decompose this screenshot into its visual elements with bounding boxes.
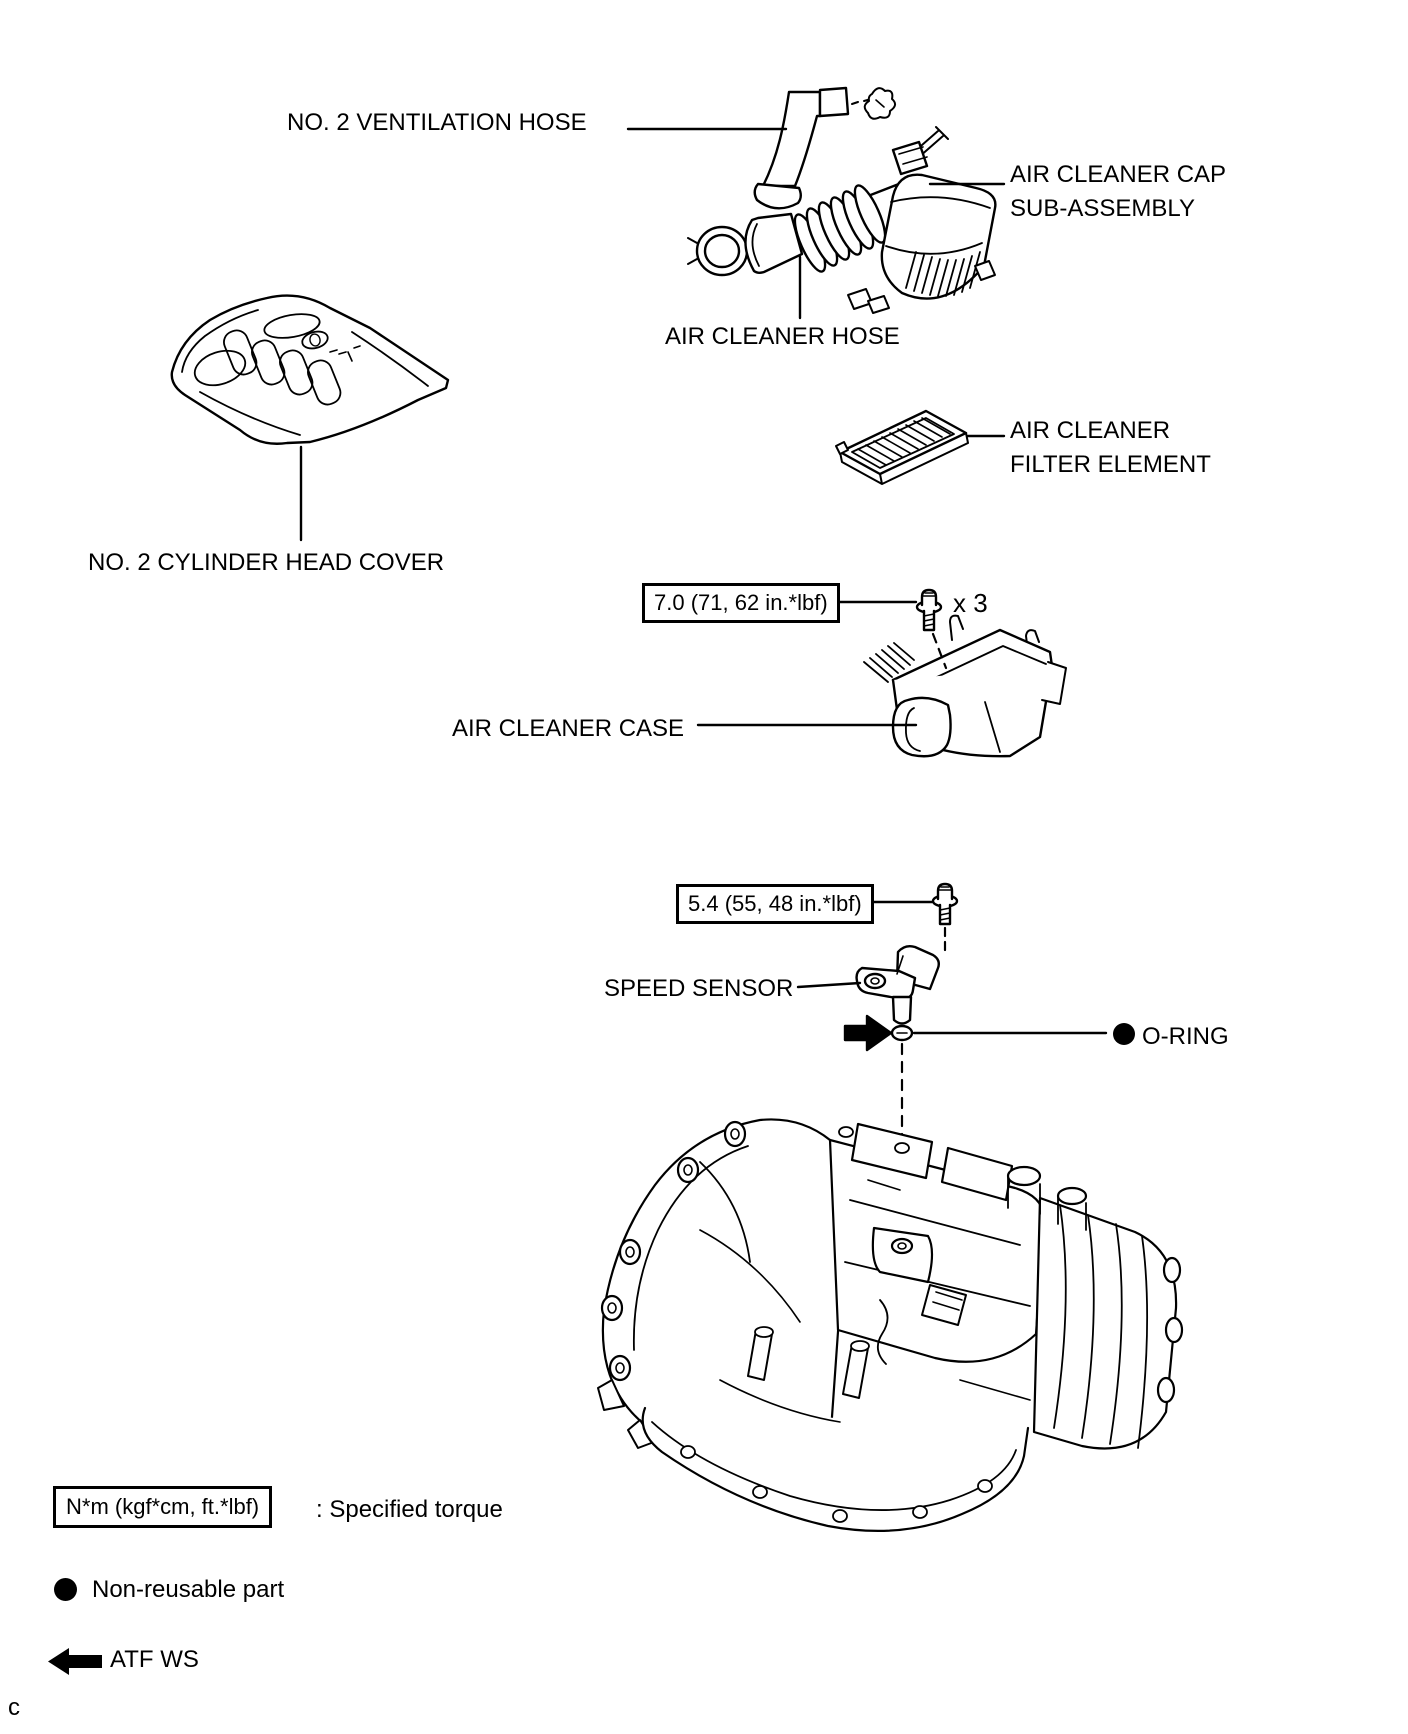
legend-torque-symbol-box: N*m (kgf*cm, ft.*lbf): [53, 1486, 272, 1528]
legend-atf: ATF WS: [110, 1646, 199, 1673]
torque-multiplier-x3: x 3: [953, 588, 988, 618]
label-air-cleaner-filter-line1: AIR CLEANER: [1010, 417, 1171, 444]
air-cleaner-filter-drawing: [836, 411, 968, 484]
label-o-ring: O-RING: [1142, 1023, 1229, 1050]
label-air-cleaner-case: AIR CLEANER CASE: [452, 715, 685, 742]
non-reusable-bullet-icon: [1113, 1023, 1135, 1045]
legend-torque-meaning: : Specified torque: [316, 1496, 503, 1523]
transmission-drawing: [598, 1119, 1182, 1530]
air-cleaner-case-drawing: [864, 616, 1066, 757]
speed-sensor-drawing: [857, 946, 939, 1023]
page-marker: c: [8, 1694, 20, 1721]
bolt-2-drawing: [933, 884, 957, 950]
cylinder-head-cover-drawing: [172, 296, 448, 444]
label-speed-sensor: SPEED SENSOR: [604, 975, 794, 1002]
ventilation-hose-drawing: [755, 88, 895, 208]
torque-spec-box-2: 5.4 (55, 48 in.*lbf): [676, 884, 874, 924]
label-air-cleaner-cap-line2: SUB-ASSEMBLY: [1010, 195, 1195, 222]
legend-non-reusable: Non-reusable part: [92, 1576, 285, 1603]
bolt-1-drawing: [917, 590, 946, 668]
label-air-cleaner-hose: AIR CLEANER HOSE: [665, 323, 900, 350]
label-ventilation-hose: NO. 2 VENTILATION HOSE: [287, 109, 587, 136]
bullet-icon: [54, 1578, 77, 1601]
label-cylinder-head-cover: NO. 2 CYLINDER HEAD COVER: [88, 549, 445, 576]
left-arrow-icon: [48, 1648, 102, 1675]
label-air-cleaner-filter-line2: FILTER ELEMENT: [1010, 451, 1211, 478]
label-air-cleaner-cap-line1: AIR CLEANER CAP: [1010, 161, 1227, 188]
install-direction-arrow-icon: [845, 1016, 891, 1050]
torque-spec-box-1: 7.0 (71, 62 in.*lbf): [642, 583, 840, 623]
